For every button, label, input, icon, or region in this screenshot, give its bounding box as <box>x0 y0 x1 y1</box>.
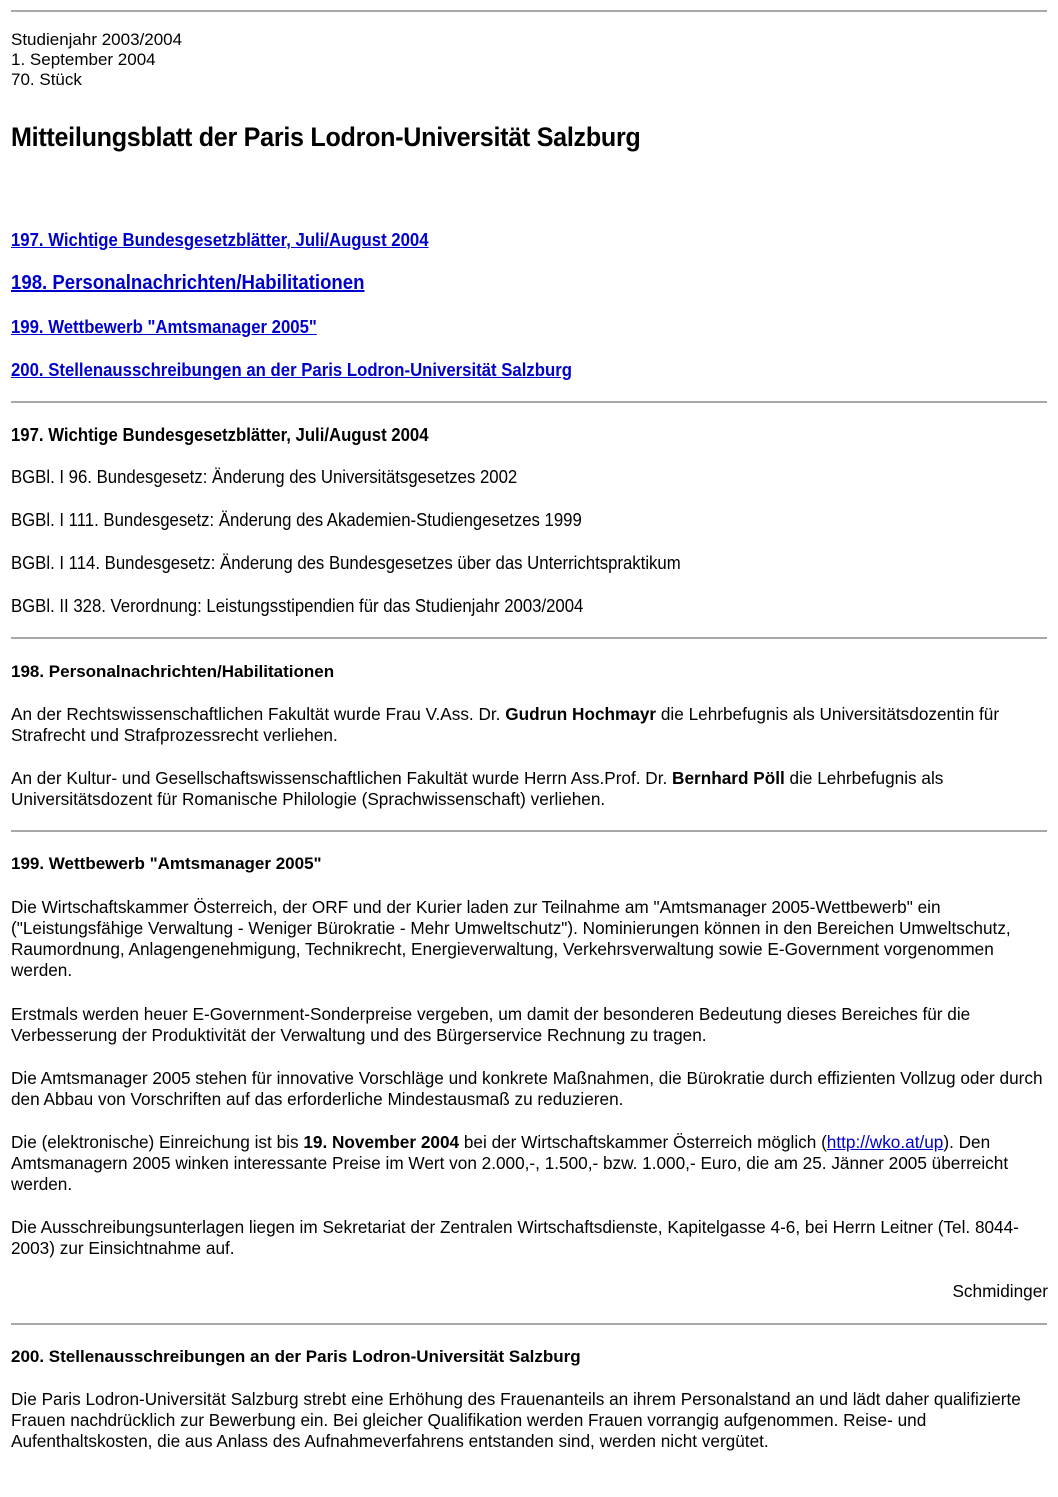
law-gazette-item: BGBl. I 96. Bundesgesetz: Änderung des Universitätsgesetzes 2002 <box>11 467 518 487</box>
section-divider <box>11 401 1047 403</box>
deadline-date: 19. November 2004 <box>303 1132 460 1152</box>
competition-paragraph: Die Amtsmanager 2005 stehen für innovative Vorschläge und konkrete Maßnahmen, die Bürokratie durch effizienten Vollzug oder durch den Abbau von Vorschriften auf das erforderliche Mindestausmaß zu reduzieren. <box>11 1068 1043 1109</box>
toc-link-198[interactable]: 198. Personalnachrichten/Habilitationen <box>11 272 365 294</box>
section-divider <box>11 1323 1047 1325</box>
issue-meta <box>11 30 182 90</box>
section-heading: 197. Wichtige Bundesgesetzblätter, Juli/August 2004 <box>11 425 429 445</box>
job-postings-paragraph: Die Paris Lodron-Universität Salzburg strebt eine Erhöhung des Frauenanteils an ihrem Personalstand an und lädt daher qualifizierte Frauen nachdrücklich zur Bewerbung ein. Bei gleicher Qualifikation werden Frauen vorrangig aufgenommen. Reise- und Aufenthaltskosten, die aus Anlass des Aufnahmeverfahrens entstanden sind, werden nicht vergütet. <box>11 1389 1021 1451</box>
section-divider <box>11 637 1047 639</box>
competition-paragraph: Die Ausschreibungsunterlagen liegen im Sekretariat der Zentralen Wirtschaftsdienste, Kapitelgasse 4-6, bei Herrn Leitner (Tel. 8044-2003) zur Einsichtnahme auf. <box>11 1217 1019 1258</box>
habilitation-paragraph <box>11 768 1051 810</box>
text: bei der Wirtschaftskammer Österreich möglich ( <box>459 1132 827 1152</box>
law-gazette-item: BGBl. I 114. Bundesgesetz: Änderung des Bundesgesetzes über das Unterrichtspraktikum <box>11 553 681 573</box>
issue-number: 70. Stück <box>11 70 82 89</box>
competition-paragraph: Erstmals werden heuer E-Government-Sonderpreise vergeben, um damit der besonderen Bedeutung dieses Bereiches für die Verbesserung der Produktivität der Verwaltung und des Bürgerservice Rechnung zu tragen. <box>11 1004 971 1045</box>
text: ). Den Amtsmanagern 2005 winken interessante Preise im Wert von 2.000,-, 1.500,- bzw. 1.000,- Euro, die am 25. Jänner 2005 überreicht werden. <box>11 1132 1009 1194</box>
competition-paragraph <box>11 1132 1051 1195</box>
text: die Lehrbefugnis als Universitätsdozent für Romanische Philologie (Sprachwissenschaft) verliehen. <box>11 768 944 809</box>
section-heading: 199. Wettbewerb "Amtsmanager 2005" <box>11 854 322 873</box>
toc-link-199[interactable]: 199. Wettbewerb "Amtsmanager 2005" <box>11 317 317 337</box>
text: An der Kultur- und Gesellschaftswissenschaftlichen Fakultät wurde Herrn Ass.Prof. Dr. <box>11 768 673 788</box>
person-name: Bernhard Pöll <box>672 768 785 788</box>
signature: Schmidinger <box>952 1281 1048 1301</box>
section-heading: 200. Stellenausschreibungen an der Paris Lodron-Universität Salzburg <box>11 1347 581 1366</box>
habilitation-paragraph <box>11 704 1051 746</box>
text: Die (elektronische) Einreichung ist bis <box>11 1132 304 1152</box>
issue-date: 1. September 2004 <box>11 50 156 69</box>
law-gazette-item: BGBl. II 328. Verordnung: Leistungsstipendien für das Studienjahr 2003/2004 <box>11 596 584 616</box>
competition-paragraph: Die Wirtschaftskammer Österreich, der ORF und der Kurier laden zur Teilnahme am "Amtsmanager 2005-Wettbewerb" ein ("Leistungsfähige Verwaltung - Weniger Bürokratie - Mehr Umweltschutz"). Nominierungen können in den Bereichen Umweltschutz, Raumordnung, Anlagengenehmigung, Technikrecht, Energieverwaltung, Verkehrsverwaltung sowie E-Government vorgenommen werden. <box>11 897 1011 980</box>
wko-link[interactable]: http://wko.at/up <box>826 1132 944 1152</box>
section-divider <box>11 830 1047 832</box>
toc-link-197[interactable]: 197. Wichtige Bundesgesetzblätter, Juli/August 2004 <box>11 230 429 250</box>
law-gazette-item: BGBl. I 111. Bundesgesetz: Änderung des Akademien-Studiengesetzes 1999 <box>11 510 582 530</box>
person-name: Gudrun Hochmayr <box>505 704 657 724</box>
toc-link-200[interactable]: 200. Stellenausschreibungen an der Paris Lodron-Universität Salzburg <box>11 360 572 380</box>
text: die Lehrbefugnis als Universitätsdozentin für Strafrecht und Strafprozessrecht verliehen. <box>11 704 1000 745</box>
text: An der Rechtswissenschaftlichen Fakultät wurde Frau V.Ass. Dr. <box>11 704 506 724</box>
study-year: Studienjahr 2003/2004 <box>11 30 183 49</box>
top-divider <box>11 10 1047 12</box>
section-heading: 198. Personalnachrichten/Habilitationen <box>11 662 335 681</box>
page-title: Mitteilungsblatt der Paris Lodron-Universität Salzburg <box>11 122 641 152</box>
